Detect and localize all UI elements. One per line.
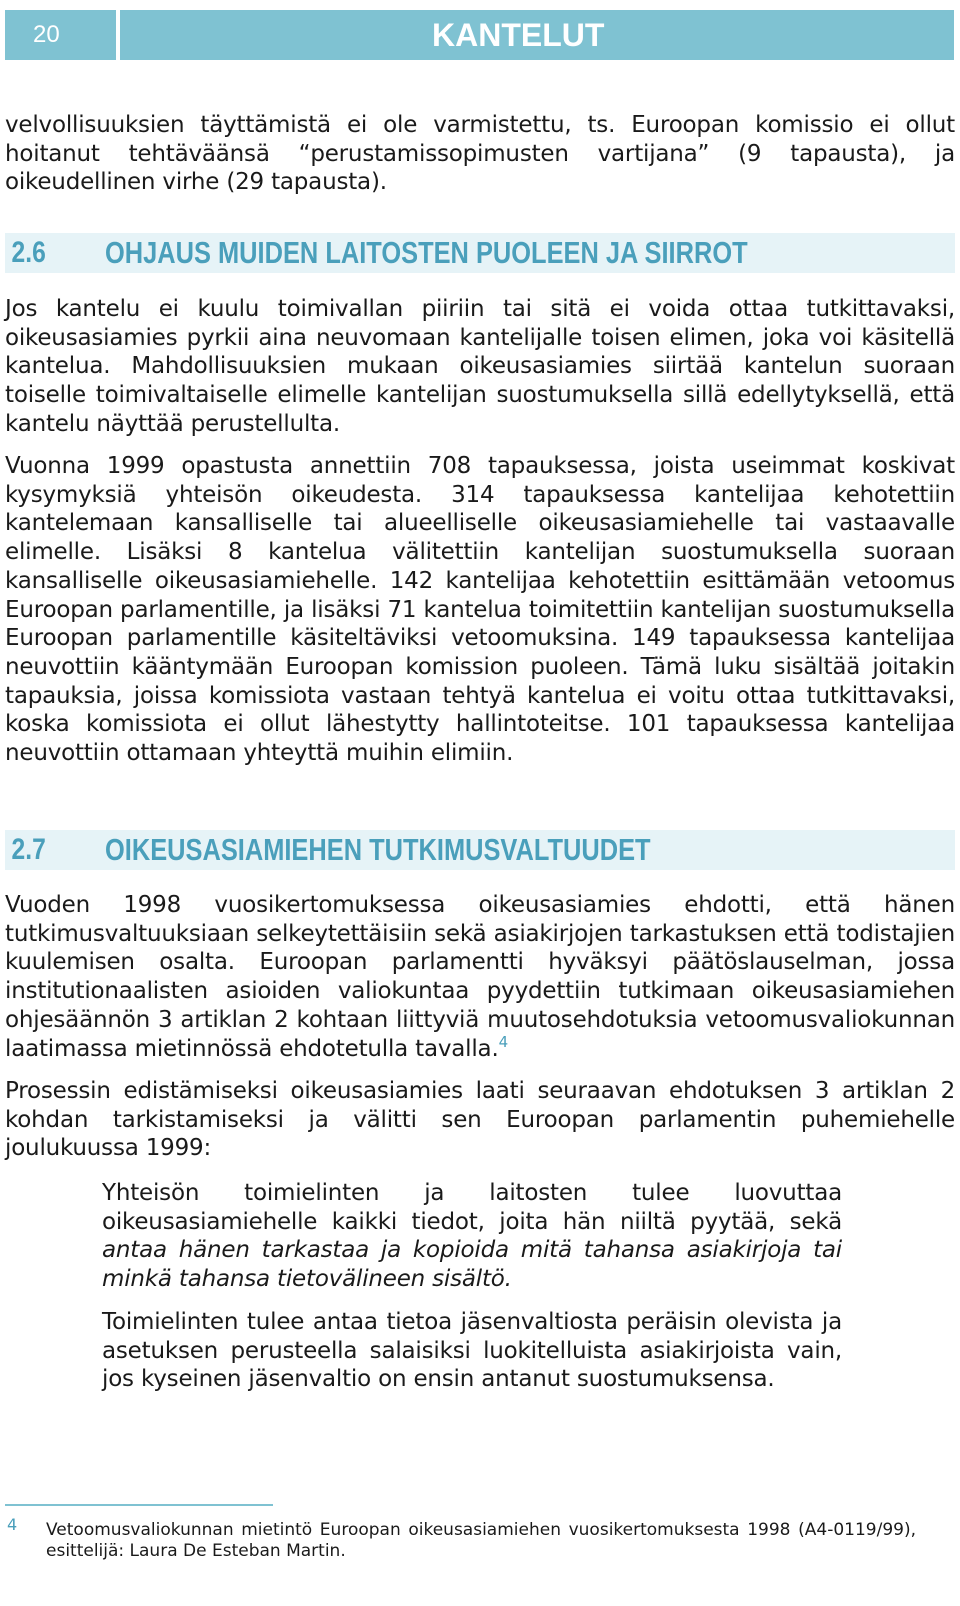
section-2-6-paragraph-2: Vuonna 1999 opastusta annettiin 708 tapauksessa, joista useimmat koskivat kysymyksiä yhteisön oikeudesta. 314 tapauksessa kantelijaa kehotettiin kantelemaan kansalliselle tai alueelliselle oikeusasiamiehelle tai vastaavalle elimelle. Lisäksi 8 kantelua välitettiin kantelijan suostumuksella suoraan kansalliselle oikeusasiamiehelle. 142 kantelijaa kehotettiin esittämään vetoomus Euroopan parlamentille, ja lisäksi 71 kantelua toimitettiin kantelijan suostumuksella Euroopan parlamentille käsiteltäviksi vetoomuksina. 149 tapauksessa kantelijaa neuvottiin kääntymään Euroopan komission puoleen. Tämä luku sisältää joitakin tapauksia, joissa komissiota vastaan tehtyä kantelua ei voitu ottaa tutkittavaksi, koska komissiota ei ollut lähestytty hallintoteitse. 101 tapauksessa kantelijaa neuvottiin ottamaan yhteyttä muihin elimiin.	[5, 453, 955, 767]
section-number: 2.6	[11, 236, 46, 269]
footnote-mark: 4	[7, 1515, 18, 1534]
footnote-reference: 4	[498, 1032, 508, 1051]
intro-paragraph: velvollisuuksien täyttämistä ei ole varmistettu, ts. Euroopan komissio ei ollut hoitanut tehtäväänsä “perustamissopimusten vartijana” (9 tapausta), ja oikeudellinen virhe (29 tapausta).	[5, 112, 955, 196]
page-header-title-box	[120, 10, 954, 60]
page-number: 20	[33, 21, 60, 48]
section-heading-2-7	[5, 830, 955, 870]
section-2-7-paragraph-1	[5, 891, 955, 1063]
quoted-proposal-2: Toimielinten tulee antaa tietoa jäsenvaltiosta peräisin olevista ja asetuksen perusteella salaisiksi luokitelluista asiakirjoista vain, jos kyseinen jäsenvaltio on ensin antanut suostumuksensa.	[102, 1309, 842, 1393]
section-2-7-paragraph-2: Prosessin edistämiseksi oikeusasiamies laati seuraavan ehdotuksen 3 artiklan 2 kohdan tarkistamiseksi ja välitti sen Euroopan parlamentin puhemiehelle joulukuussa 1999:	[5, 1078, 955, 1162]
page-header-title: KANTELUT	[432, 16, 605, 53]
section-heading-2-6	[5, 233, 955, 273]
quoted-proposal-1	[102, 1179, 842, 1294]
section-2-6-paragraph-1: Jos kantelu ei kuulu toimivallan piiriin tai sitä ei voida ottaa tutkittavaksi, oikeusasiamies pyrkii aina neuvomaan kantelijalle toisen elimen, joka voi käsitellä kantelua. Mahdollisuuksien mukaan oikeusasiamies siirtää kantelun suoraan toiselle toimivaltaiselle elimelle kantelijan suostumuksella sillä edellytyksellä, että kantelu näyttää perustellulta.	[5, 296, 955, 437]
section-number: 2.7	[11, 833, 46, 866]
footnote-divider	[5, 1504, 273, 1506]
quote-italic-text: antaa hänen tarkastaa ja kopioida mitä tahansa asiakirjoja tai minkä tahansa tietovälineen sisältö.	[102, 1237, 842, 1293]
quote-plain-text: Yhteisön toimielinten ja laitosten tulee luovuttaa oikeusasiamiehelle kaikki tiedot, joita hän niiltä pyytää, sekä	[102, 1180, 842, 1235]
section-title: OHJAUS MUIDEN LAITOSTEN PUOLEEN JA SIIRROT	[105, 235, 748, 270]
paragraph-text: Vuoden 1998 vuosikertomuksessa oikeusasiamies ehdotti, että hänen tutkimusvaltuuksiaan selkeytettäisiin sekä asiakirjojen tarkastuksen että todistajien kuulemisen osalta. Euroopan parlamentti hyväksyi päätöslauselman, jossa institutionaalisten asioiden valiokuntaa pyydettiin tutkimaan oikeusasiamiehen ohjesäännön 3 artiklan 2 kohtaan liittyviä muutosehdotuksia vetoomusvaliokunnan laatimassa mietinnössä ehdotetulla tavalla.	[5, 892, 955, 1062]
footnote-text: Vetoomusvaliokunnan mietintö Euroopan oikeusasiamiehen vuosikertomuksesta 1998 (A4-0119/99), esittelijä: Laura De Esteban Martin.	[46, 1520, 916, 1561]
section-title: OIKEUSASIAMIEHEN TUTKIMUSVALTUUDET	[105, 832, 651, 867]
page-number-box	[5, 10, 116, 60]
